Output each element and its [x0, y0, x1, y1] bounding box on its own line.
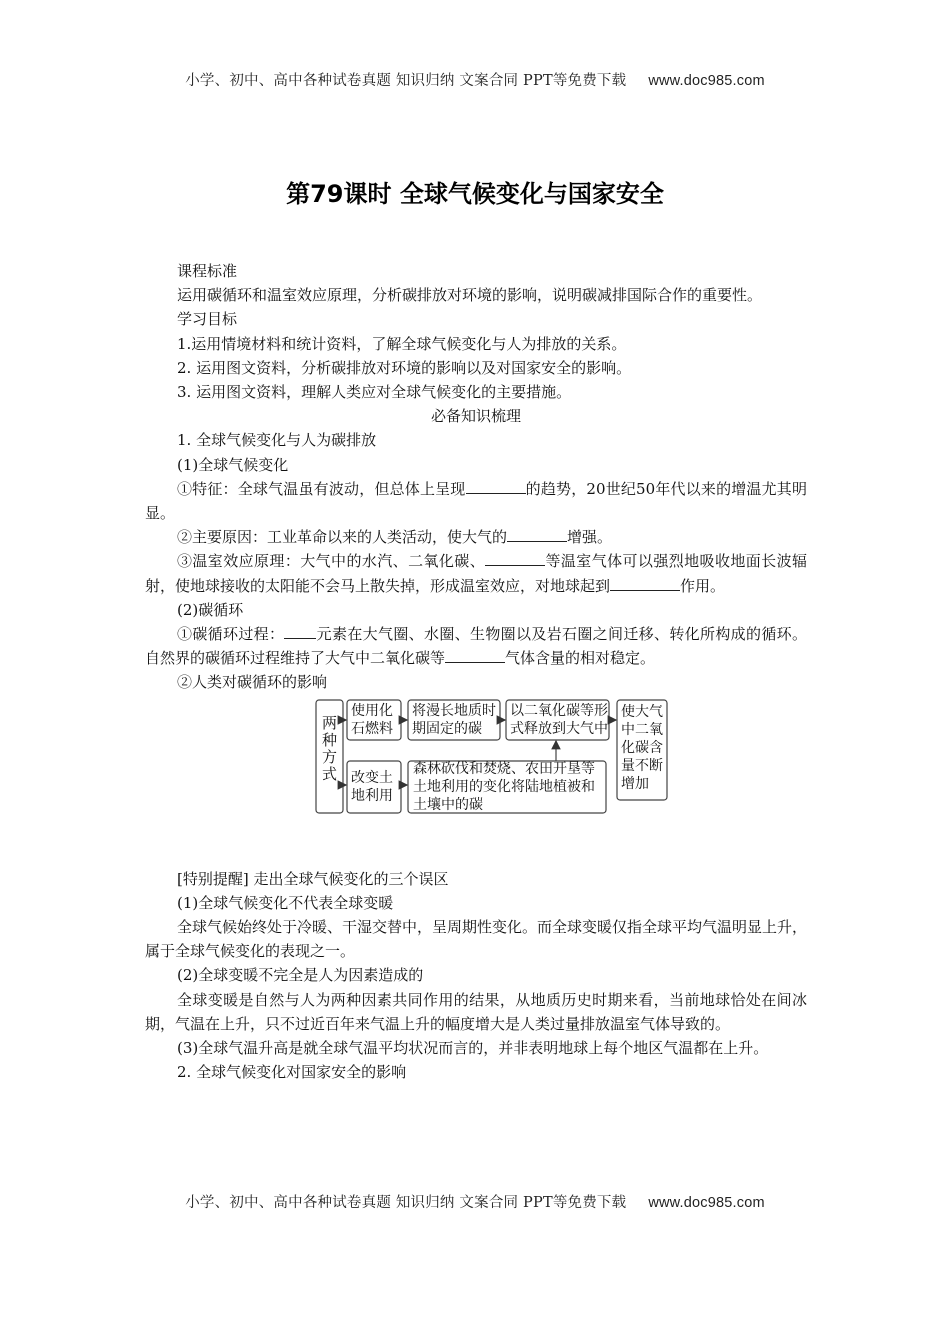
diagram-box-land-detail: 森林砍伐和焚烧、农田开垦等土地利用的变化将陆地植被和土壤中的碳	[413, 760, 595, 813]
fill-blank[interactable]	[507, 526, 567, 542]
fill-blank[interactable]	[485, 550, 545, 566]
footer-text: 小学、初中、高中各种试卷真题 知识归纳 文案合同 PPT等免费下载	[185, 1195, 627, 1211]
carbon-impact-diagram	[145, 695, 807, 867]
misconception-3-text: (3)全球气温升高是就全球气温平均状况而言的，并非表明地球上每个地区气温都在上升。	[177, 1039, 769, 1058]
diagram-left-label: 两种方式	[320, 714, 338, 783]
diagram-box-result: 使大气中二氧化碳含量不断增加	[621, 703, 663, 792]
part1-sub1: (1)全球气候变化	[177, 455, 289, 474]
human-impact-heading: ②人类对碳循环的影响	[177, 673, 328, 692]
diagram-box-fixed-carbon: 将漫长地质时期固定的碳	[412, 702, 496, 737]
header-site: www.doc985.com	[648, 73, 765, 89]
diagram-box-fossil: 使用化石燃料	[351, 702, 393, 737]
part2-heading: 2. 全球气候变化对国家安全的影响	[177, 1063, 407, 1082]
course-standard-text: 运用碳循环和温室效应原理，分析碳排放对环境的影响，说明碳减排国际合作的重要性。	[177, 286, 763, 305]
cause-paragraph: ②主要原因：工业革命以来的人类活动，使大气的 增强。	[177, 528, 613, 547]
page-footer	[0, 1191, 950, 1212]
fill-blank[interactable]	[610, 575, 680, 591]
carbon-cycle-paragraph: ①碳循环过程： 元素在大气圈、水圈、生物圈以及岩石圈之间迁移、转化所构成的循环。自然界的碳循环过程维持了大气中二氧化碳等 气体含量的相对稳定。	[145, 625, 807, 668]
part1-heading: 1. 全球气候变化与人为碳排放	[177, 431, 377, 450]
part1-sub2: (2)碳循环	[177, 600, 244, 619]
course-standard-heading: 课程标准	[177, 262, 238, 280]
misconception-1-title: (1)全球气候变化不代表全球变暖	[177, 893, 394, 912]
footer-site: www.doc985.com	[648, 1195, 765, 1211]
fill-blank[interactable]	[445, 647, 505, 663]
feature-paragraph: ①特征：全球气温虽有波动，但总体上呈现 的趋势，20世纪50年代以来的增温尤其明显。	[145, 479, 807, 523]
diagram-box-land: 改变土地利用	[351, 769, 393, 804]
page-title: 第79课时 全球气候变化与国家安全	[286, 180, 664, 208]
page-header	[0, 69, 950, 90]
fill-blank[interactable]	[284, 623, 316, 639]
reminder-heading: [特别提醒] 走出全球气候变化的三个误区	[177, 869, 449, 888]
diagram-box-release: 以二氧化碳等形式释放到大气中	[510, 702, 608, 737]
misconception-2-title: (2)全球变暖不完全是人为因素造成的	[177, 966, 424, 985]
header-text: 小学、初中、高中各种试卷真题 知识归纳 文案合同 PPT等免费下载	[185, 73, 627, 89]
misconception-2-text: 全球变暖是自然与人为两种因素共同作用的结果，从地质历史时期来看，当前地球恰处在间冰期，气温在上升，只不过近百年来气温上升的幅度增大是人类过量排放温室气体导致的。	[145, 990, 807, 1033]
learning-goals-heading: 学习目标	[177, 310, 238, 329]
learning-goal-2: 2. 运用图文资料，分析碳排放对环境的影响以及对国家安全的影响。	[177, 358, 632, 377]
learning-goal-3: 3. 运用图文资料，理解人类应对全球气候变化的主要措施。	[177, 383, 572, 402]
knowledge-section-title: 必备知识梳理	[430, 407, 521, 426]
greenhouse-paragraph: ③温室效应原理：大气中的水汽、二氧化碳、 等温室气体可以强烈地吸收地面长波辐射，使地球接收的太阳能不会马上散失掉，形成温室效应，对地球起到 作用。	[145, 552, 807, 595]
fill-blank[interactable]	[466, 478, 526, 494]
document-body	[145, 259, 807, 1084]
misconception-1-text: 全球气候始终处于冷暖、干湿交替中，呈周期性变化。而全球变暖仅指全球平均气温明显上升，属于全球气候变化的表现之一。	[145, 918, 808, 961]
learning-goal-1: 1.运用情境材料和统计资料，了解全球气候变化与人为排放的关系。	[177, 334, 627, 353]
